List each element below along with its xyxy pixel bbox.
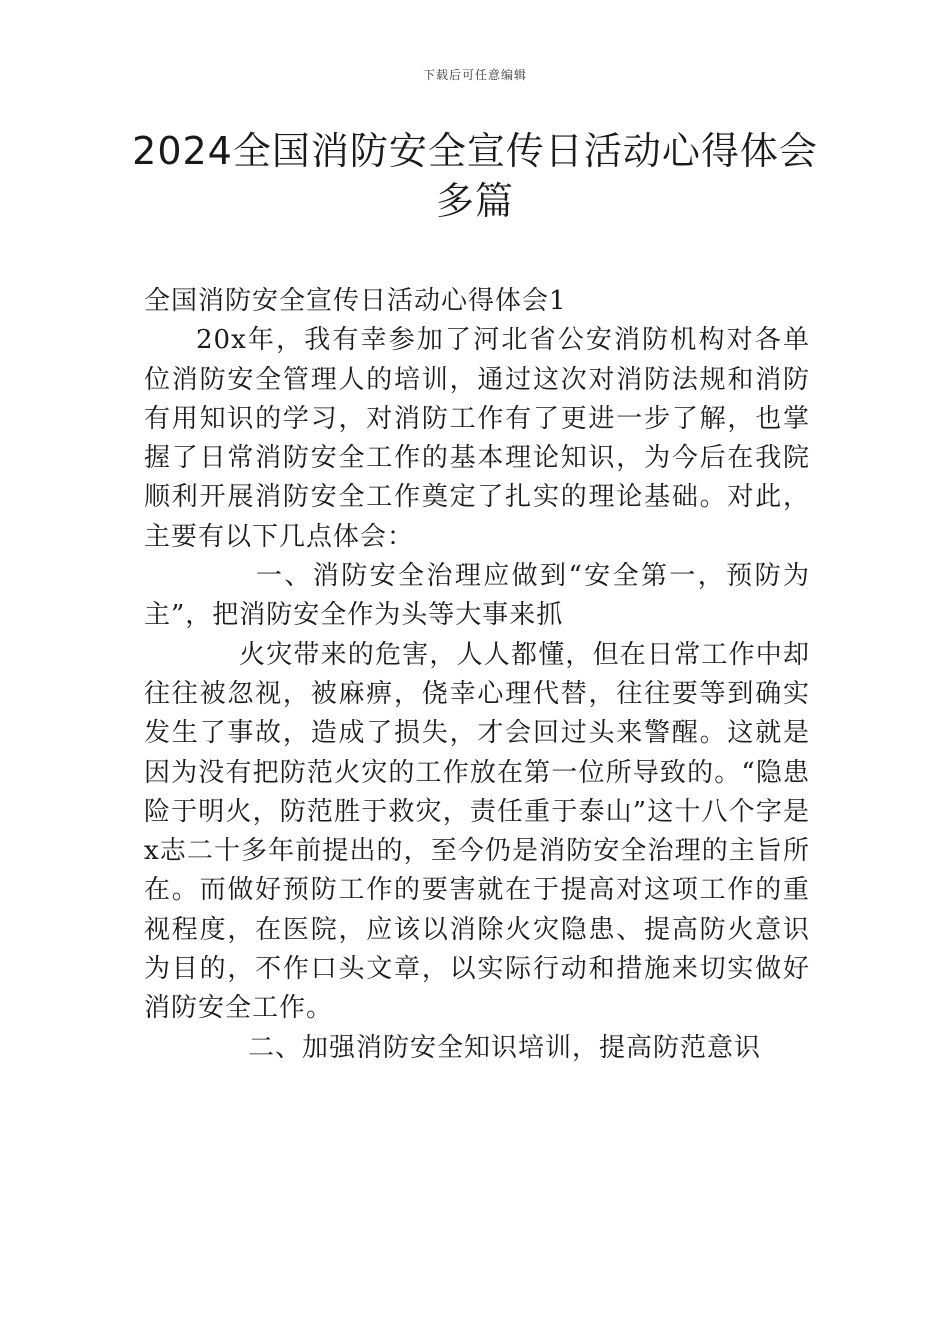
section-heading: 一、消防安全治理应做到“安全第一，预防为主”，把消防安全作为头等大事来抓 (144, 561, 810, 631)
header-note: 下载后可任意编辑 (422, 68, 527, 82)
paragraph: 20x年，我有幸参加了河北省公安消防机构对各单位消防安全管理人的培训，通过这次对消防法规和消防有用知识的学习，对消防工作有了更进一步了解，也掌握了日常消防安全工作的基本理论知识，为今后在我院顺利开展消防安全工作奠定了扎实的理论基础。对此，主要有以下几点体会： (144, 325, 810, 552)
paragraph: 火灾带来的危害，人人都懂，但在日常工作中却往往被忽视，被麻痹，侥幸心理代替，往往要等到确实发生了事故，造成了损失，才会回过头来警醒。这就是因为没有把防范火灾的工作放在第一位所导致的。“隐患险于明火，防范胜于救灾，责任重于泰山”这十八个字是x志二十多年前提出的，至今仍是消防安全治理的主旨所在。而做好预防工作的要害就在于提高对这项工作的重视程度，在医院，应该以消除火灾隐患、提高防火意识为目的，不作口头文章，以实际行动和措施来切实做好消防安全工作。 (144, 639, 810, 1024)
document-title: 2024全国消防安全宣传日活动心得体会多篇 (132, 129, 818, 223)
document-subtitle: 全国消防安全宣传日活动心得体会1 (144, 286, 567, 316)
section-heading: 二、加强消防安全知识培训，提高防范意识 (248, 1032, 762, 1063)
document-body (144, 282, 810, 1068)
